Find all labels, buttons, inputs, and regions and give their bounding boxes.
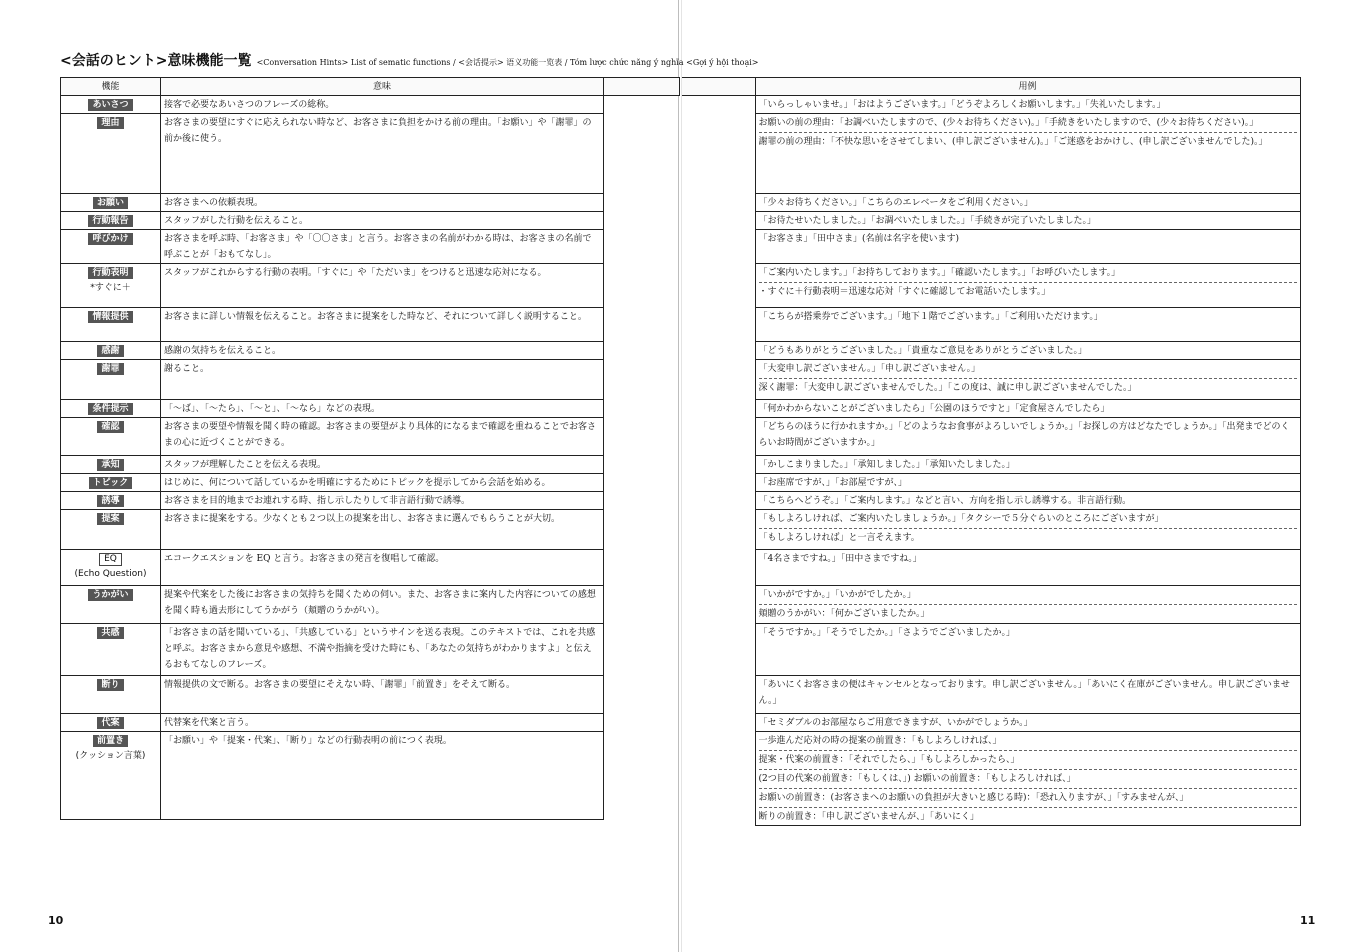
page-title [60, 50, 759, 70]
gap-cell [604, 96, 680, 114]
table-row [682, 550, 1300, 586]
function-tag: 共感 [97, 627, 123, 639]
example-line: 「お座席ですが、」「お部屋ですが、」 [758, 478, 908, 488]
example-line: 謝罪の前の理由：「不快な思いをさせてしまい、(申し訳ございません)。」「ご迷惑をおかけし、(申し訳ございませんでした)。」 [759, 132, 1297, 150]
example-line: 「お待たせいたしました。」「お調べいたしました。」「手続きが完了いたしました。」 [758, 216, 1097, 226]
function-cell [61, 114, 161, 194]
function-cell [61, 418, 161, 456]
function-note: (クッション言葉) [75, 751, 146, 761]
table-row [61, 732, 680, 820]
example-cell [755, 624, 1300, 676]
gap-cell [682, 194, 755, 212]
function-cell [61, 264, 161, 308]
gap-cell [682, 676, 755, 714]
table-row [61, 230, 680, 264]
example-cell [755, 456, 1300, 474]
table-row [682, 212, 1300, 230]
function-cell [61, 510, 161, 550]
gap-cell [682, 360, 755, 400]
gap-cell [682, 96, 755, 114]
function-note: *すぐに＋ [90, 283, 131, 293]
gap-cell [604, 194, 680, 212]
meaning-cell: 提案や代案をした後にお客さまの気持ちを聞くための伺い。また、お客さまに案内した内容についての感想を聞く時も過去形にしてうかがう（頬贈のうかがい）。 [161, 586, 604, 624]
example-line: 頬贈のうかがい：「何かございましたか。」 [759, 604, 1297, 622]
gap-cell [604, 360, 680, 400]
example-line: 「こちらへどうぞ。」「ご案内します。」などと言い、方向を指し示し誘導する。非言語行動。 [758, 496, 1132, 506]
example-line: お願いの前置き：(お客さまへのお願いの負担が大きいと感じる時)：「恐れ入りますが、」「すみませんが、」 [759, 788, 1297, 806]
example-line: 「4名さまですね。」「田中さまですね。」 [758, 554, 922, 564]
table-row [61, 308, 680, 342]
gap-cell [604, 586, 680, 624]
meaning-cell: お客さまを呼ぶ時、「お客さま」や「〇〇さま」と言う。お客さまの名前がわかる時は、お客さまの名前で呼ぶことが「おもてなし」。 [161, 230, 604, 264]
gap-cell [682, 230, 755, 264]
function-cell [61, 96, 161, 114]
gap-cell [682, 456, 755, 474]
gap-cell [682, 212, 755, 230]
table-row [682, 342, 1300, 360]
function-cell [61, 342, 161, 360]
example-cell [755, 418, 1300, 456]
function-tag: 前置き [93, 735, 128, 747]
gap-cell [604, 418, 680, 456]
example-cell [755, 308, 1300, 342]
function-cell [61, 456, 161, 474]
gap-cell [604, 550, 680, 586]
example-line: 「いらっしゃいませ。」「おはようございます。」「どうぞよろしくお願いします。」「失礼いたします。」 [758, 100, 1166, 110]
table-row [61, 624, 680, 676]
gap-cell [604, 308, 680, 342]
table-row [61, 586, 680, 624]
meaning-cell: お客さまに提案をする。少なくとも２つ以上の提案を出し、お客さまに選んでもらうことが大切。 [161, 510, 604, 550]
meaning-cell: 接客で必要なあいさつのフレーズの総称。 [161, 96, 604, 114]
gap-cell [682, 264, 755, 308]
gap-cell [682, 732, 755, 826]
function-cell [61, 308, 161, 342]
header-example: 用例 [755, 78, 1300, 96]
meaning-cell: エコークエスションを EQ と言う。お客さまの発言を復唱して確認。 [161, 550, 604, 586]
table-row [61, 550, 680, 586]
function-tag: 理由 [97, 117, 123, 129]
example-line: 「かしこまりました。」「承知しました。」「承知いたしました。」 [758, 460, 1016, 470]
table-row [682, 732, 1300, 826]
example-line: 「こちらが搭乗券でございます。」「地下１階でございます。」「ご利用いただけます。」 [758, 312, 1103, 322]
header-gap [604, 78, 680, 96]
table-row [61, 474, 680, 492]
example-line: お願いの前の理由：「お調べいたしますので、(少々お待ちください)。」「手続きをいたしますので、(少々お待ちください)。」 [758, 118, 1259, 128]
table-row [682, 492, 1300, 510]
example-cell [755, 474, 1300, 492]
gap-cell [682, 550, 755, 586]
gap-cell [682, 418, 755, 456]
function-tag: EQ [99, 553, 122, 566]
function-tag: うかがい [88, 589, 132, 601]
example-cell [755, 360, 1300, 400]
example-line: 「あいにくお客さまの便はキャンセルとなっております。申し訳ございません。」「あいにく在庫がございません。申し訳ございません。」 [758, 680, 1290, 706]
example-cell [755, 212, 1300, 230]
gap-cell [604, 624, 680, 676]
gap-cell [604, 732, 680, 820]
gap-cell [604, 212, 680, 230]
function-tag: 行動報告 [88, 215, 132, 227]
table-row [682, 586, 1300, 624]
function-tag: 断り [97, 679, 123, 691]
meaning-cell: 情報提供の文で断る。お客さまの要望にそえない時、「謝罪」「前置き」をそえて断る。 [161, 676, 604, 714]
function-cell [61, 474, 161, 492]
table-row [61, 264, 680, 308]
example-cell [755, 400, 1300, 418]
meaning-cell: お客さまへの依頼表現。 [161, 194, 604, 212]
example-line: 「ご案内いたします。」「お持ちしております。」「確認いたします。」「お呼びいたします。」 [758, 268, 1121, 278]
meaning-cell: 「お客さまの話を聞いている」、「共感している」というサインを送る表現。このテキストでは、これを共感と呼ぶ。お客さまから意見や感想、不満や指摘を受けた時にも、「あなたの気持ちがわかりますよ」と伝えるおもてなしのフレーズ。 [161, 624, 604, 676]
table-row [682, 456, 1300, 474]
table-row [61, 676, 680, 714]
example-cell [755, 342, 1300, 360]
meaning-cell: はじめに、何について話しているかを明確にするためにトピックを提示してから会話を始める。 [161, 474, 604, 492]
page-number-right: 11 [1300, 914, 1316, 927]
meaning-cell: スタッフがした行動を伝えること。 [161, 212, 604, 230]
title-main: <会話のヒント>意味機能一覧 [60, 53, 252, 69]
example-line: 深く謝罪：「大変申し訳ございませんでした。」「この度は、誠に申し訳ございませんでした。」 [759, 378, 1297, 396]
title-subtitle: <Conversation Hints> List of sematic functions / <会话提示> 语义功能一览表 / Tóm lược chức năng ý nghĩa <Gợi ý hội thoại> [256, 58, 759, 67]
page-number-left: 10 [48, 914, 64, 927]
example-line: 「どうもありがとうございました。」「貴重なご意見をありがとうございました。」 [758, 346, 1088, 356]
gap-cell [604, 474, 680, 492]
example-line: 一歩進んだ応対の時の提案の前置き：「もしよろしければ、」 [758, 736, 1002, 746]
function-cell [61, 360, 161, 400]
example-line: 「お客さま」「田中さま」(名前は名字を使います) [758, 234, 960, 244]
function-cell [61, 194, 161, 212]
table-row [682, 264, 1300, 308]
table-row [682, 474, 1300, 492]
function-cell [61, 676, 161, 714]
meaning-cell: スタッフが理解したことを伝える表現。 [161, 456, 604, 474]
example-cell [755, 732, 1300, 826]
example-line: 「もしよろしければ、ご案内いたしましょうか。」「タクシーで５分ぐらいのところにございますが」 [758, 514, 1164, 524]
example-cell [755, 676, 1300, 714]
meaning-cell: 「～ば」、「～たら」、「～と」、「～なら」などの表現。 [161, 400, 604, 418]
example-cell [755, 264, 1300, 308]
table-row [682, 308, 1300, 342]
gap-cell [604, 230, 680, 264]
gap-cell [682, 714, 755, 732]
function-cell [61, 624, 161, 676]
meaning-cell: お客さまに詳しい情報を伝えること。お客さまに提案をした時など、それについて詳しく説明すること。 [161, 308, 604, 342]
gap-cell [682, 114, 755, 194]
meaning-cell: お客さまの要望にすぐに応えられない時など、お客さまに負担をかける前の理由。「お願い」や「謝罪」の前か後に使う。 [161, 114, 604, 194]
gap-cell [682, 586, 755, 624]
gap-cell [604, 342, 680, 360]
function-cell [61, 492, 161, 510]
meaning-cell: スタッフがこれからする行動の表明。「すぐに」や「ただいま」をつけると迅速な応対になる。 [161, 264, 604, 308]
table-row [61, 114, 680, 194]
table-row [682, 714, 1300, 732]
gap-cell [682, 308, 755, 342]
function-tag: 提案 [97, 513, 123, 525]
function-cell [61, 212, 161, 230]
header-function: 機能 [61, 78, 161, 96]
example-cell [755, 230, 1300, 264]
gap-cell [682, 474, 755, 492]
header-gap-right [682, 78, 755, 96]
gap-cell [604, 264, 680, 308]
function-tag: 情報提供 [88, 311, 132, 323]
meaning-cell: お客さまの要望や情報を聞く時の確認。お客さまの要望がより具体的になるまで確認を重ねることでお客さまの心に近づくことができる。 [161, 418, 604, 456]
gap-cell [682, 510, 755, 550]
table-row [61, 342, 680, 360]
example-line: 「少々お待ちください。」「こちらのエレベータをご利用ください。」 [758, 198, 1034, 208]
function-tag: 条件提示 [88, 403, 132, 415]
example-cell [755, 586, 1300, 624]
function-tag: 承知 [97, 459, 123, 471]
table-row [682, 96, 1300, 114]
function-tag: 呼びかけ [88, 233, 132, 245]
example-line: 「大変申し訳ございません。」「申し訳ございません。」 [758, 364, 981, 374]
function-cell [61, 400, 161, 418]
example-line: 提案・代案の前置き：「それでしたら、」「もしよろしかったら、」 [759, 750, 1297, 768]
function-tag: 行動表明 [88, 267, 132, 279]
gap-cell [604, 714, 680, 732]
function-tag: トピック [89, 477, 133, 489]
function-note: (Echo Question) [74, 569, 147, 579]
gap-cell [604, 400, 680, 418]
function-cell [61, 714, 161, 732]
table-row [61, 510, 680, 550]
function-tag: あいさつ [88, 99, 132, 111]
table-row [682, 400, 1300, 418]
table-row [682, 676, 1300, 714]
example-cell [755, 194, 1300, 212]
table-row [61, 418, 680, 456]
example-line: 断りの前置き：「申し訳ございませんが、」「あいにく」 [759, 807, 1297, 825]
table-row [682, 194, 1300, 212]
example-line: (2つ目の代案の前置き：「もしくは、」) お願いの前置き：「もしよろしければ、」 [759, 769, 1297, 787]
example-cell [755, 714, 1300, 732]
function-cell [61, 586, 161, 624]
function-tag: 誘導 [97, 495, 123, 507]
table-row [682, 510, 1300, 550]
gap-cell [682, 492, 755, 510]
function-cell [61, 550, 161, 586]
table-row [61, 96, 680, 114]
example-line: 「そうですか。」「そうでしたか。」「さようでございましたか。」 [758, 628, 1016, 638]
function-cell [61, 732, 161, 820]
example-line: 「セミダブルのお部屋ならご用意できますが、いかがでしょうか。」 [758, 718, 1033, 728]
table-row [61, 714, 680, 732]
example-cell [755, 510, 1300, 550]
gap-cell [604, 114, 680, 194]
function-cell [61, 230, 161, 264]
table-row [61, 360, 680, 400]
left-table [60, 77, 680, 820]
gap-cell [682, 400, 755, 418]
table-row [61, 400, 680, 418]
function-tag: 謝罪 [97, 363, 123, 375]
example-cell [755, 114, 1300, 194]
table-row [61, 194, 680, 212]
table-row [682, 624, 1300, 676]
header-meaning: 意味 [161, 78, 604, 96]
example-line: 「どちらのほうに行かれますか。」「どのようなお食事がよろしいでしょうか。」「お探しの方はどなたでしょうか。」「出発までどのくらいお時間がございますか。」 [758, 422, 1290, 448]
table-row [682, 360, 1300, 400]
table-row [682, 230, 1300, 264]
function-tag: 感謝 [97, 345, 123, 357]
gap-cell [682, 342, 755, 360]
meaning-cell: 代替案を代案と言う。 [161, 714, 604, 732]
gap-cell [682, 624, 755, 676]
gap-cell [604, 492, 680, 510]
table-row [682, 114, 1300, 194]
table-row [682, 418, 1300, 456]
example-line: ・すぐに＋行動表明＝迅速な応対「すぐに確認してお電話いたします。」 [759, 282, 1297, 300]
meaning-cell: 「お願い」や「提案・代案」、「断り」などの行動表明の前につく表現。 [161, 732, 604, 820]
example-line: 「何かわからないことがございましたら」「公園のほうですと」「定食屋さんでしたら」 [758, 404, 1110, 414]
example-cell [755, 550, 1300, 586]
gap-cell [604, 676, 680, 714]
table-row [61, 492, 680, 510]
example-cell [755, 96, 1300, 114]
table-row [61, 212, 680, 230]
example-cell [755, 492, 1300, 510]
gap-cell [604, 510, 680, 550]
example-line: 「いかがですか。」「いかがでしたか。」 [758, 590, 917, 600]
table-row [61, 456, 680, 474]
meaning-cell: 謝ること。 [161, 360, 604, 400]
meaning-cell: 感謝の気持ちを伝えること。 [161, 342, 604, 360]
meaning-cell: お客さまを目的地までお連れする時、指し示したりして非言語行動で誘導。 [161, 492, 604, 510]
function-tag: 代案 [97, 717, 123, 729]
function-tag: 確認 [97, 421, 123, 433]
example-line: 「もしよろしければ」と一言そえます。 [759, 528, 1297, 546]
function-tag: お願い [93, 197, 128, 209]
right-table [682, 77, 1301, 826]
gap-cell [604, 456, 680, 474]
